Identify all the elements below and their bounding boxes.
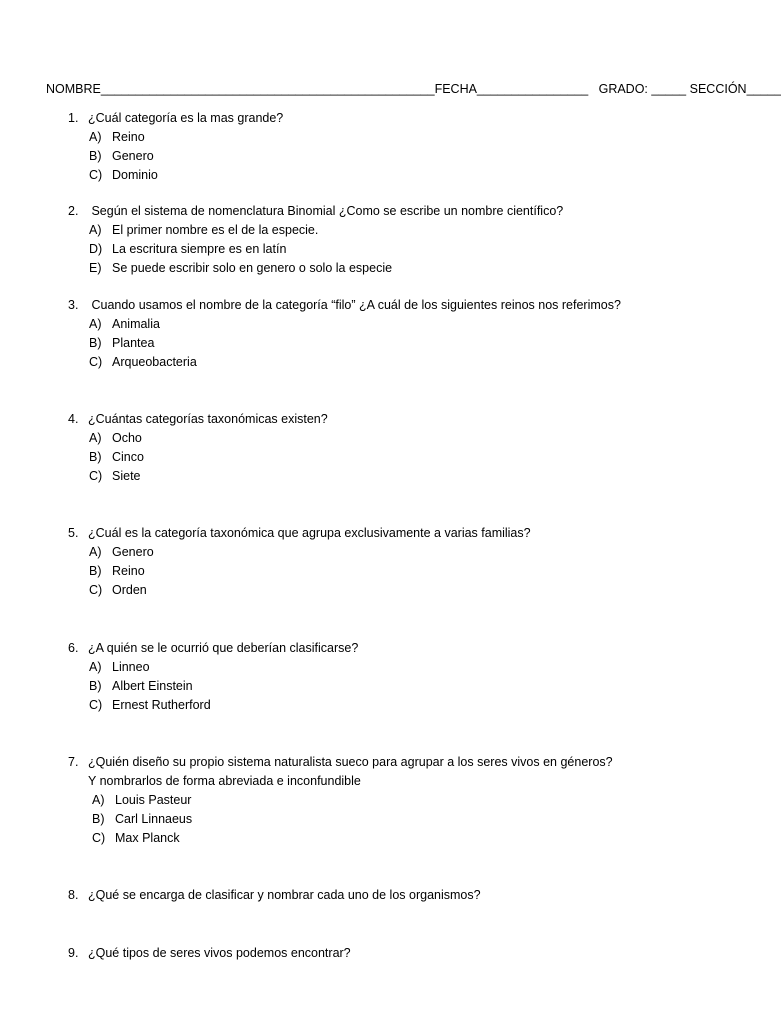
question-7 [68,753,613,848]
option-letter: A) [89,317,102,331]
question-8 [68,886,481,905]
option-text: El primer nombre es el de la especie. [112,223,319,237]
option-text: Siete [112,469,141,483]
option [92,829,613,848]
option [89,677,358,696]
option-letter: C) [89,355,103,369]
question-number: 1. [68,111,79,125]
option-letter: B) [89,679,102,693]
question-text: ¿Qué se encarga de clasificar y nombrar cada uno de los organismos? [88,888,481,902]
option-letter: A) [89,223,102,237]
question-text: ¿Cuál categoría es la mas grande? [88,111,284,125]
question-3 [68,296,621,372]
question-text: ¿Quién diseño su propio sistema naturalista sueco para agrupar a los seres vivos en géneros? [88,755,613,769]
question-text: ¿A quién se le ocurrió que deberían clasificarse? [88,641,359,655]
option [89,658,358,677]
option-letter: C) [92,831,106,845]
question-1 [68,109,283,185]
option [89,581,531,600]
option-letter: A) [89,660,102,674]
question-number: 5. [68,526,79,540]
option [89,315,621,334]
option-letter: C) [89,698,103,712]
option-text: Linneo [112,660,150,674]
question-6 [68,639,358,715]
option [89,543,531,562]
question-4 [68,410,328,486]
option-letter: A) [89,545,102,559]
question-number: 3. [68,298,79,312]
question-number: 4. [68,412,79,426]
question-number: 9. [68,946,79,960]
option-text: Orden [112,583,147,597]
option [89,448,328,467]
question-text: ¿Cuál es la categoría taxonómica que agrupa exclusivamente a varias familias? [88,526,531,540]
option-text: Arqueobacteria [112,355,197,369]
option-text: La escritura siempre es en latín [112,242,287,256]
option-text: Reino [112,130,145,144]
option-text: Ernest Rutherford [112,698,211,712]
option [89,128,283,147]
option-letter: C) [89,583,103,597]
option [89,259,563,278]
option-letter: A) [89,431,102,445]
option-letter: C) [89,168,103,182]
question-number: 6. [68,641,79,655]
option [89,467,328,486]
option-text: Ocho [112,431,142,445]
nombre-field: NOMBRE________________________________________________ [46,82,435,96]
question-text: ¿Cuántas categorías taxonómicas existen? [88,412,328,426]
option [89,221,563,240]
option-text: Max Planck [115,831,180,845]
option [92,791,613,810]
option [89,429,328,448]
question-9 [68,944,351,963]
option-text: Plantea [112,336,155,350]
option-text: Animalia [112,317,160,331]
option-letter: E) [89,261,102,275]
question-text: ¿Qué tipos de seres vivos podemos encontrar? [88,946,351,960]
question-number: 8. [68,888,79,902]
option [89,166,283,185]
seccion-field: SECCIÓN_____ [689,82,781,96]
option-text: Louis Pasteur [115,793,192,807]
option [89,353,621,372]
question-5 [68,524,531,600]
question-text: Según el sistema de nomenclatura Binomial ¿Como se escribe un nombre científico? [88,204,564,218]
option [89,240,563,259]
question-text: Cuando usamos el nombre de la categoría “filo” ¿A cuál de los siguientes reinos nos referimos? [88,298,621,312]
option-letter: B) [89,564,102,578]
fecha-field: FECHA________________ [434,82,589,96]
option [89,696,358,715]
option-letter: B) [89,336,102,350]
option-text: Dominio [112,168,158,182]
option-letter: A) [92,793,105,807]
option [92,810,613,829]
question-2 [68,202,563,278]
option-text: Albert Einstein [112,679,193,693]
option-text: Genero [112,149,154,163]
option-letter: B) [89,450,102,464]
option [89,334,621,353]
option [89,562,531,581]
option-text: Se puede escribir solo en genero o solo la especie [112,261,393,275]
option-letter: A) [89,130,102,144]
option-letter: C) [89,469,103,483]
question-number: 2. [68,204,79,218]
option [89,147,283,166]
option-letter: B) [92,812,105,826]
grado-field: GRADO: _____ [598,82,687,96]
option-text: Carl Linnaeus [115,812,193,826]
header-line [46,82,781,96]
option-text: Genero [112,545,154,559]
option-letter: D) [89,242,103,256]
option-letter: B) [89,149,102,163]
question-number: 7. [68,755,79,769]
option-text: Cinco [112,450,144,464]
question-text-continuation: Y nombrarlos de forma abreviada e inconfundible [88,774,361,788]
option-text: Reino [112,564,145,578]
